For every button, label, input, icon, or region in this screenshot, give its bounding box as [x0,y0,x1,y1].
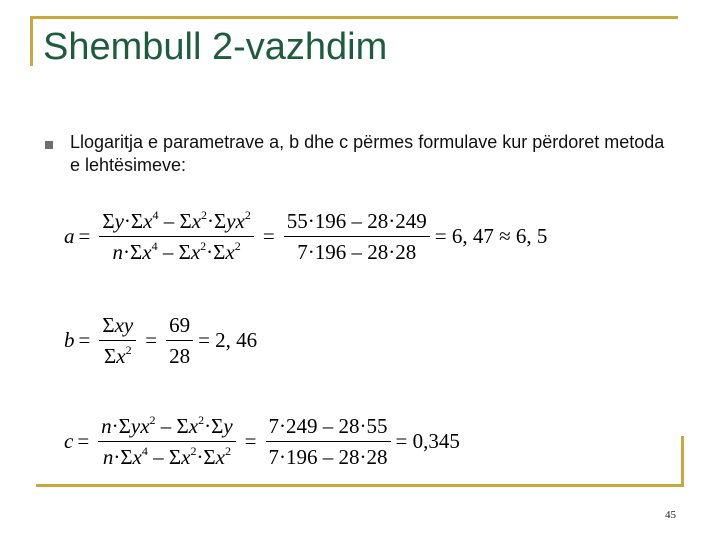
frame-bottom-line [36,484,684,487]
equation-a-formula-fraction: $\frac{\Sigma y\cdot\Sigma x^4 - \Sigma x^2\cdot\Sigma yx^2}{n\cdot\Sigma x^4 - \Sigma x^2\cdot\Sigma x^2}$ [99,208,254,265]
equation-a-lhs: a [64,224,75,248]
equation-c-result: = 0,345 [395,429,460,453]
equation-c-lhs: c [64,429,74,453]
equation-c-numeric-fraction: $\frac{7\cdot 249 - 28\cdot 55}{7\cdot 196 - 28\cdot 28}$ [266,413,391,470]
equation-c-formula-fraction: $\frac{n\cdot\Sigma yx^2 - \Sigma x^2\cdot\Sigma y}{n\cdot\Sigma x^4 - \Sigma x^2\cdot\Sigma x^2}$ [98,413,235,470]
equation-a-result: = 6, 47 ≈ 6, 5 [434,224,548,248]
equals-sign: = [145,328,158,352]
equals-sign: = [78,224,91,248]
equation-b-formula-fraction: $\frac{\text{Σxy}}{\Sigma x^2}$ [99,312,136,369]
equation-b [64,312,257,369]
bullet-text: Llogaritja e parametrave a, b dhe c përmes formulave kur përdoret metoda e lehtësimeve: [70,132,665,175]
frame-left-line [30,16,33,66]
bullet-square-icon [45,141,53,149]
equation-b-numeric-fraction: $\frac{69}{28}$ [166,312,193,369]
equals-sign: = [77,429,90,453]
equals-sign: = [262,224,275,248]
equation-b-result: = 2, 46 [198,328,258,352]
slide-title: Shembull 2-vazhdim [43,26,388,68]
equation-a-numeric-fraction: $\frac{55\cdot 196 - 28\cdot 249}{7\cdot 196 - 28\cdot 28}$ [284,208,430,265]
equation-c [64,413,460,470]
frame-top-line [30,16,678,19]
frame-right-line [681,436,684,487]
equals-sign: = [78,328,91,352]
equals-sign: = [244,429,257,453]
equation-a [64,208,547,265]
equation-b-lhs: b [64,328,75,352]
page-number: 45 [665,509,676,521]
